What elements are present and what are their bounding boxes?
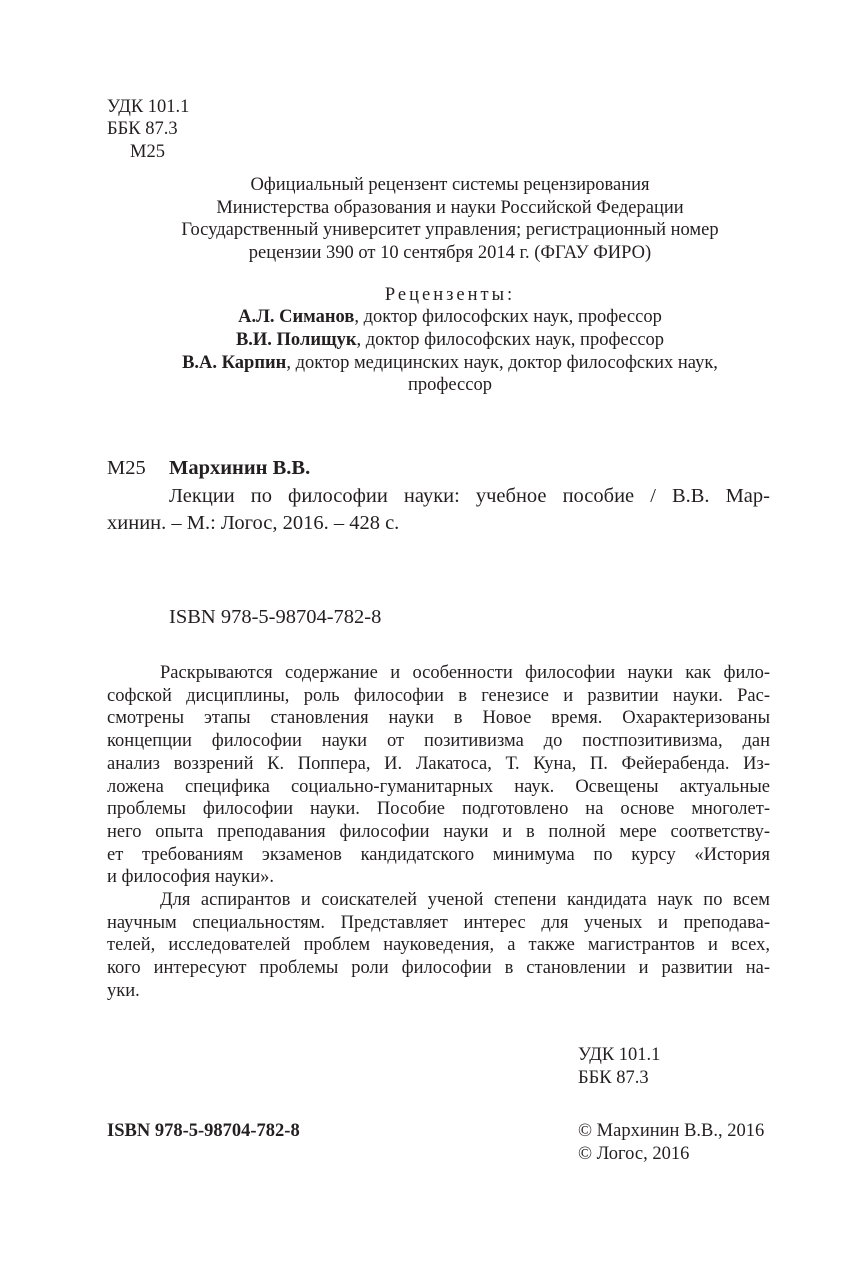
reviewers-title: Рецензенты:	[384, 285, 516, 305]
abstract-line: Раскрываются содержание и особенности философии науки как фило-	[160, 663, 770, 683]
abstract-line: анализ воззрений К. Поппера, И. Лакатоса, Т. Куна, П. Фейерабенда. Из-	[107, 753, 770, 774]
footer-udk: УДК 101.1	[578, 1045, 661, 1065]
abstract-line: кого интересуют проблемы роли философии в становлении и развитии на-	[107, 958, 770, 979]
abstract-line: ложена специфика социально-гуманитарных наук. Освещены актуальные	[107, 776, 770, 797]
footer-isbn: ISBN 978-5-98704-782-8	[107, 1121, 300, 1141]
reviewer-desc: , доктор философских наук, профессор	[354, 307, 662, 327]
official-review-line: Государственный университет управления; регистрационный номер	[181, 220, 719, 240]
reviewer	[0, 352, 857, 374]
reviewer-name: В.И. Полищук	[235, 330, 357, 350]
abstract-line: смотрены этапы становления науки в Новое время. Охарактеризованы	[107, 708, 770, 729]
bib-line: Лекции по философии науки: учебное пособие / В.В. Мар-	[169, 485, 770, 507]
footer-bbk: ББК 87.3	[578, 1068, 649, 1088]
reviewer	[0, 329, 857, 351]
abstract-line: него опыта преподавания философии науки и в полной мере соответству-	[107, 821, 770, 842]
abstract-line: и философия науки».	[107, 867, 275, 888]
reviewer-desc: , доктор философских наук, профессор	[356, 330, 665, 350]
bib-code: М25	[107, 457, 146, 479]
reviewer-name: В.А. Карпин	[182, 353, 287, 373]
reviewer	[0, 306, 857, 328]
abstract-line: софской дисциплины, роль философии в генезисе и развитии науки. Рас-	[107, 685, 770, 706]
abstract-line: концепции философии науки от позитивизма до постпозитивизма, дан	[107, 731, 770, 752]
abstract-line: научным специальностям. Представляет интерес для ученых и преподава-	[107, 912, 770, 933]
reviewer-name: А.Л. Симанов	[238, 307, 355, 327]
reviewer-desc: , доктор медицинских наук, доктор философских наук,	[286, 353, 718, 373]
author-code: М25	[130, 142, 165, 162]
abstract-line: проблемы философии науки. Пособие подготовлено на основе многолет-	[107, 799, 770, 820]
isbn: ISBN 978-5-98704-782-8	[169, 606, 382, 628]
abstract-line: Для аспирантов и соискателей ученой степени кандидата наук по всем	[160, 890, 770, 910]
bbk-code: ББК 87.3	[107, 119, 178, 139]
official-review-line: Официальный рецензент системы рецензирования	[250, 175, 650, 195]
bib-author-name: Мархинин В.В.	[169, 457, 311, 479]
abstract-line: телей, исследователей проблем науковедения, а также магистрантов и всех,	[107, 935, 770, 956]
copyright-author: © Мархинин В.В., 2016	[578, 1121, 765, 1141]
bib-author	[169, 455, 310, 481]
official-review-line: Министерства образования и науки Российской Федерации	[216, 198, 684, 218]
udk-code: УДК 101.1	[107, 97, 190, 117]
official-review-line: рецензии 390 от 10 сентября 2014 г. (ФГАУ ФИРО)	[248, 243, 652, 263]
reviewer-continuation: профессор	[408, 375, 492, 395]
abstract-line: уки.	[107, 980, 140, 1001]
copyright-publisher: © Логос, 2016	[578, 1144, 690, 1164]
bib-line: хинин. – М.: Логос, 2016. – 428 с.	[107, 512, 400, 534]
abstract-line: ет требованиям экзаменов кандидатского минимума по курсу «История	[107, 844, 770, 865]
